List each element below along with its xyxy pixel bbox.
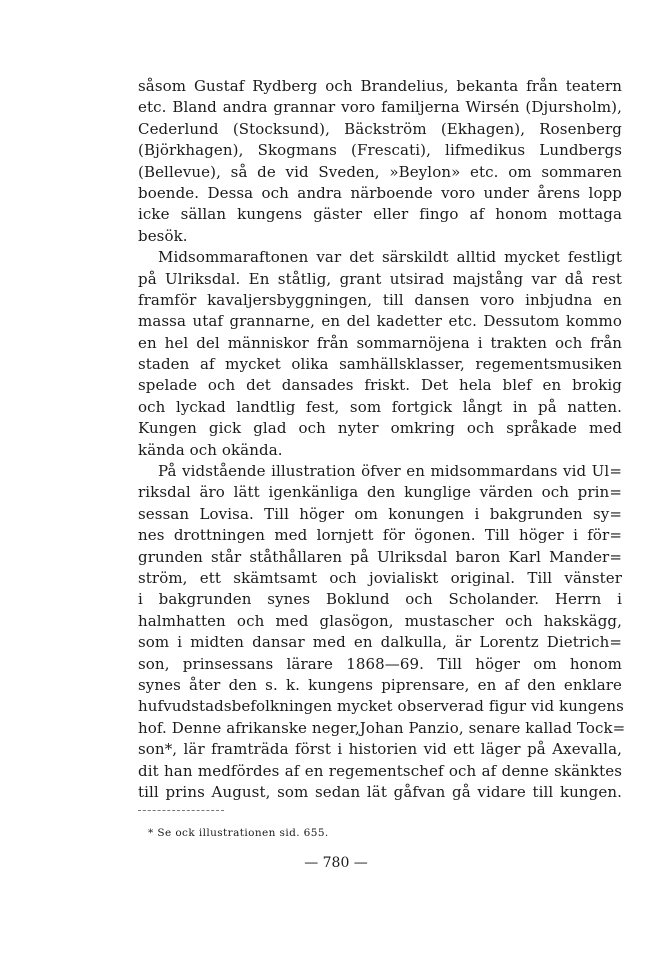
text-line: etc. Bland andra grannar voro familjerna Wirsén (Djursholm), xyxy=(138,98,622,117)
text-line: (Bellevue), så de vid Sveden, »Beylon» etc. om sommaren xyxy=(138,162,622,181)
text-line: grunden står ståthållaren på Ulriksdal baron Karl Mander= xyxy=(138,547,622,566)
text-line: i bakgrunden synes Boklund och Scholander. Herrn i xyxy=(138,590,622,609)
text-line: halmhatten och med glasögon, mustascher och hakskägg, xyxy=(138,611,622,630)
text-line: på Ulriksdal. En ståtlig, grant utsirad majstång var då rest xyxy=(138,269,622,288)
text-line: Midsommaraftonen var det särskildt alltid mycket festligt xyxy=(158,248,622,267)
text-line: som i midten dansar med en dalkulla, är Lorentz Dietrich= xyxy=(138,633,622,652)
text-line: hufvudstadsbefolkningen mycket observerad figur vid kungens xyxy=(138,697,624,716)
text-line: synes åter den s. k. kungens piprensare, en af den enklare xyxy=(138,675,622,694)
text-line: nes drottningen med lornjett för ögonen. Till höger i för= xyxy=(138,526,622,545)
text-line: massa utaf grannarne, en del kadetter etc. Dessutom kommo xyxy=(138,312,622,331)
text-line: son*, lär framträda först i historien vid ett läger på Axevalla, xyxy=(138,740,622,759)
text-line: icke sällan kungens gäster eller fingo af honom mottaga xyxy=(138,205,622,224)
text-line: riksdal äro lätt igenkänliga den kunglige värden och prin= xyxy=(138,483,622,502)
text-line: dit han medfördes af en regementschef och af denne skänktes xyxy=(138,761,622,780)
footnote: * Se ock illustrationen sid. 655. xyxy=(148,827,329,839)
text-line: spelade och det dansades friskt. Det hela blef en brokig xyxy=(138,376,622,395)
text-line: besök. xyxy=(138,226,188,245)
text-line: ström, ett skämtsamt och jovialiskt original. Till vänster xyxy=(138,568,622,587)
text-line: son, prinsessans lärare 1868—69. Till höger om honom xyxy=(138,654,622,673)
page-number: — 780 — xyxy=(304,855,368,871)
text-line: staden af mycket olika samhällsklasser, regementsmusiken xyxy=(138,355,622,374)
footnote-divider xyxy=(138,810,224,811)
text-line: (Björkhagen), Skogmans (Frescati), lifmedikus Lundbergs xyxy=(138,141,622,160)
text-line: en hel del människor från sommarnöjena i trakten och från xyxy=(138,333,622,352)
text-line: hof. Denne afrikanske neger,Johan Panzio, senare kallad Tock= xyxy=(138,718,626,737)
page-body xyxy=(138,76,626,803)
text-line: På vidstående illustration öfver en midsommardans vid Ul= xyxy=(158,462,622,481)
text-line: boende. Dessa och andra närboende voro under årens lopp xyxy=(138,183,622,202)
text-line: och lyckad landtlig fest, som fortgick långt in på natten. xyxy=(138,397,622,416)
text-line: till prins August, som sedan lät gåfvan gå vidare till kungen. xyxy=(138,782,622,801)
text-line: framför kavaljersbyggningen, till dansen voro inbjudna en xyxy=(138,290,622,309)
text-line: såsom Gustaf Rydberg och Brandelius, bekanta från teatern xyxy=(138,77,622,95)
text-line: sessan Lovisa. Till höger om konungen i bakgrunden sy= xyxy=(138,504,622,523)
text-line: Cederlund (Stocksund), Bäckström (Ekhagen), Rosenberg xyxy=(138,119,622,138)
text-line: kända och okända. xyxy=(138,440,283,459)
text-line: Kungen gick glad och nyter omkring och språkade med xyxy=(138,419,622,438)
